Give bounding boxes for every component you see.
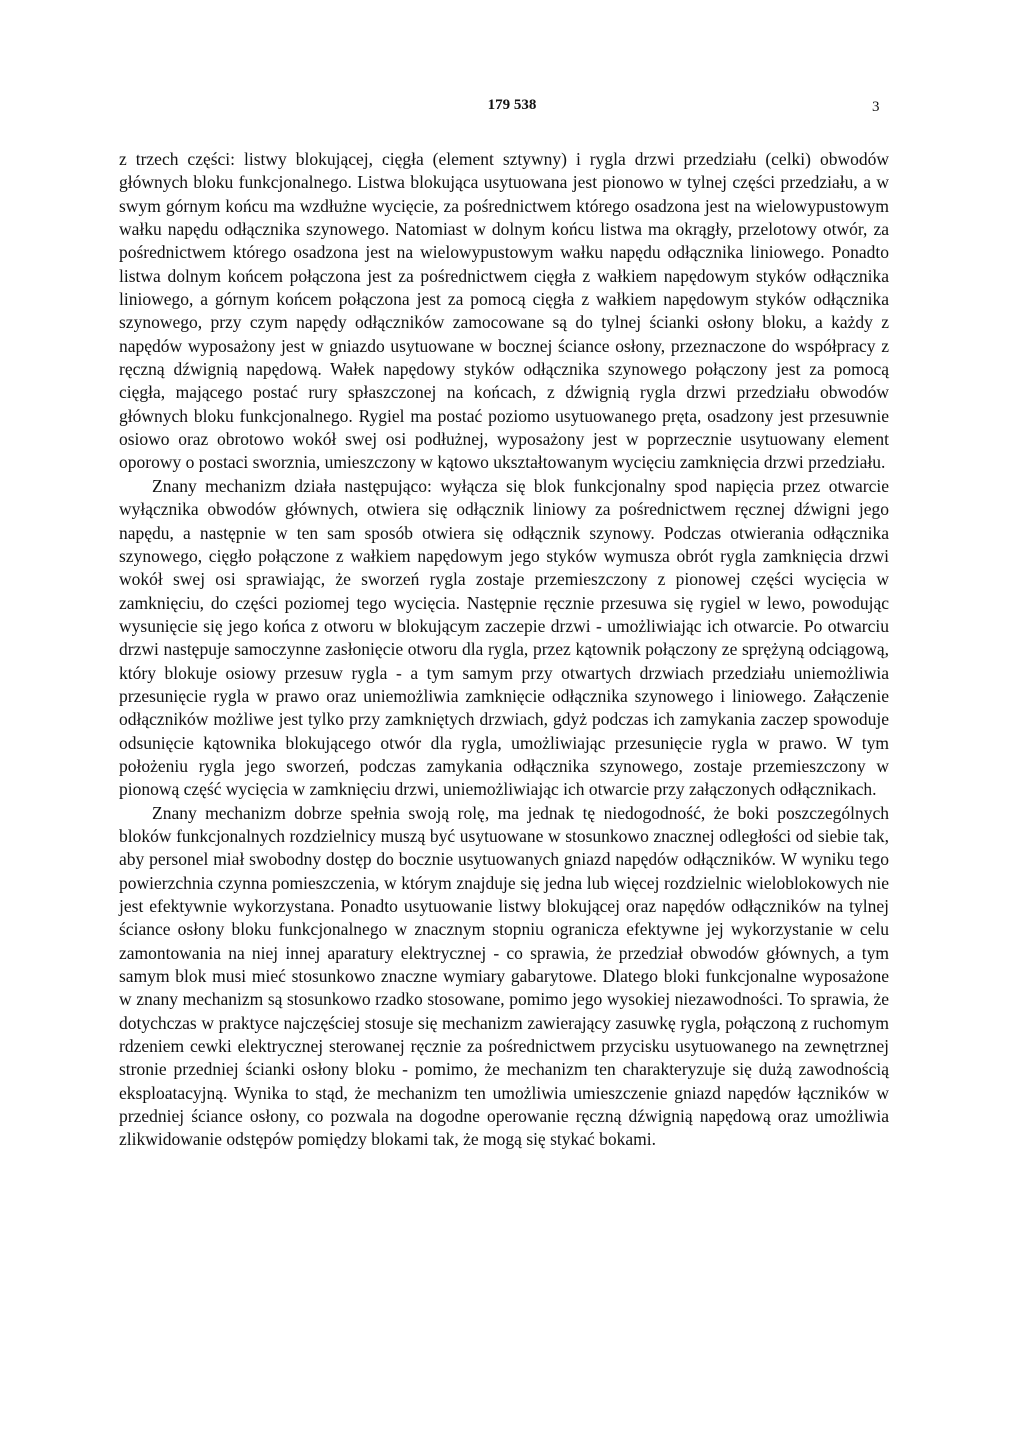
paragraph-3: Znany mechanizm dobrze spełnia swoją rolę, ma jednak tę niedogodność, że boki poszczególnych bloków funkcjonalnych rozdzielnicy muszą być usytuowane w stosunkowo znacznej odległości od siebie tak, aby personel miał swobodny dostęp do bocznie usytuowanych gniazd napędów odłączników. W wyniku tego powierzchnia czynna pomieszczenia, w którym znajduje się jedna lub więcej rozdzielnic wieloblokowych nie jest efektywnie wykorzystana. Ponadto usytuowanie listwy blokującej oraz napędów odłączników na tylnej ściance osłony bloku funkcjonalnego w znacznym stopniu ogranicza efektywne jej wykorzystanie w celu zamontowania na niej innej aparatury elektrycznej - co sprawia, że przedział obwodów głównych, a tym samym blok musi mieć stosunkowo znaczne wymiary gabarytowe. Dlatego bloki funkcjonalne wyposażone w znany mechanizm są stosunkowo rzadko stosowane, pomimo jego wysokiej niezawodności. To sprawia, że dotychczas w praktyce najczęściej stosuje się mechanizm zawierający zasuwkę rygla, połączoną z ruchomym rdzeniem cewki elektrycznej sterowanej ręcznie za pośrednictwem przycisku usytuowanego na zewnętrznej stronie przedniej ścianki osłony bloku - pomimo, że mechanizm ten charakteryzuje się dużą zawodnością eksploatacyjną. Wynika to stąd, że mechanizm ten umożliwia umieszczenie gniazd napędów łączników w przedniej ściance osłony, co pozwala na dogodne operowanie ręczną dźwignią napędową oraz umożliwia zlikwidowanie odstępów pomiędzy blokami tak, że mogą się stykać bokami.: [119, 802, 889, 1150]
paragraph-2: Znany mechanizm działa następująco: wyłącza się blok funkcjonalny spod napięcia przez otwarcie wyłącznika obwodów głównych, otwiera się odłącznik liniowy za pośrednictwem ręcznej dźwigni jego napędu, a następnie w ten sam sposób otwiera się odłącznik szynowy. Podczas otwierania odłącznika szynowego, cięgło połączone z wałkiem napędowym jego styków wymusza obrót rygla zamknięcia drzwi wokół swej osi sprawiając, że sworzeń rygla zostaje przemieszczony z pionowej części wycięcia w zamknięciu, do części poziomej tego wycięcia. Następnie ręcznie przesuwa się rygiel w lewo, powodując wysunięcie się jego końca z otworu w blokującym zaczepie drzwi - umożliwiając ich otwarcie. Po otwarciu drzwi następuje samoczynne zasłonięcie otworu dla rygla, przez kątownik połączony ze sprężyną odciągową, który blokuje osiowy przesuw rygla - a tym samym przy otwartych drzwiach przedziału uniemożliwia przesunięcie rygla w prawo oraz uniemożliwia zamknięcie odłącznika szynowego i liniowego. Załączenie odłączników możliwe jest tylko przy zamkniętych drzwiach, gdyż podczas ich zamykania zaczep spowoduje odsunięcie kątownika blokującego otwór dla rygla, umożliwiając przesunięcie rygla w prawo. W tym położeniu rygla jego sworzeń, podczas zamykania odłącznika szynowego, zostaje przemieszczony w pionową część wycięcia w zamknięciu drzwi, uniemożliwiając ich otwarcie przy załączonych odłącznikach.: [119, 475, 889, 800]
page-number: 179 538: [487, 97, 537, 113]
body-text: [119, 148, 889, 1152]
column-number: 3: [872, 99, 880, 115]
paragraph-1: z trzech części: listwy blokującej, cięgła (element sztywny) i rygla drzwi przedziału (celki) obwodów głównych bloku funkcjonalnego. Listwa blokująca usytuowana jest pionowo w tylnej części przedziału, a w swym górnym końcu ma wzdłużne wycięcie, za pośrednictwem którego osadzona jest na wielowypustowym wałku napędu odłącznika szynowego. Natomiast w dolnym końcu listwa ma okrągły, przelotowy otwór, za pośrednictwem którego osadzona jest na wielowypustowym wałku napędu odłącznika liniowego. Ponadto listwa dolnym końcem połączona jest za pośrednictwem cięgła z wałkiem napędowym styków odłącznika liniowego, a górnym końcem połączona jest za pomocą cięgła z wałkiem napędowym styków odłącznika szynowego, przy czym napędy odłączników zamocowane są do tylnej ścianki osłony bloku, a każdy z napędów wyposażony jest w gniazdo usytuowane w bocznej ściance osłony, przeznaczone do współpracy z ręczną dźwignią napędową. Wałek napędowy styków odłącznika szynowego połączony jest za pomocą cięgła, mającego postać rury spłaszczonej na końcach, z dźwignią rygla drzwi przedziału obwodów głównych bloku funkcjonalnego. Rygiel ma postać poziomo usytuowanego pręta, osadzony jest przesuwnie osiowo oraz obrotowo wokół swej osi podłużnej, wyposażony jest w poprzecznie usytuowany element oporowy o postaci sworznia, umieszczony w kątowo ukształtowanym wycięciu zamknięcia drzwi przedziału.: [119, 149, 889, 473]
